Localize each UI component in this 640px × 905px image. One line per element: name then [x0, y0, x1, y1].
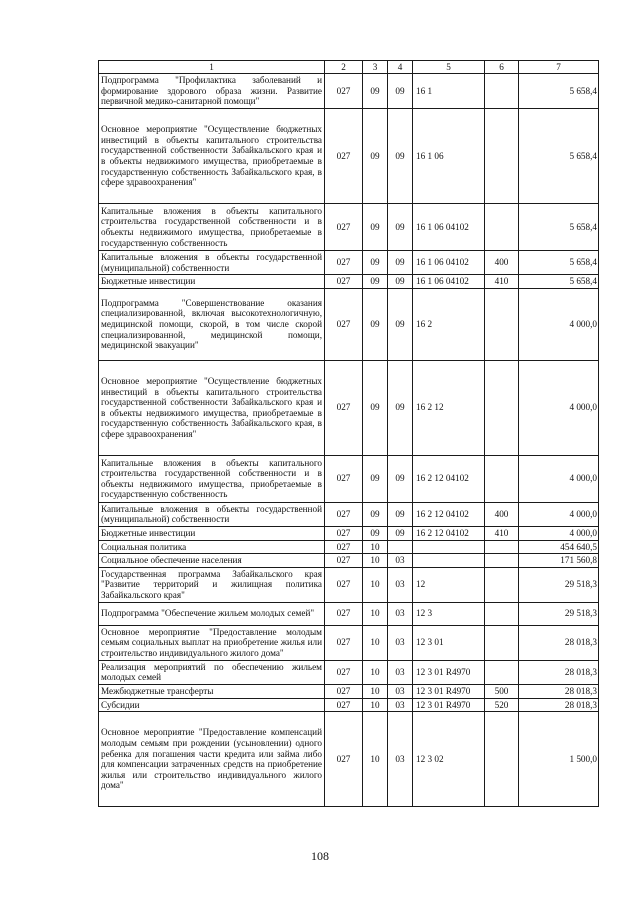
row-amount: 28 018,3 [519, 660, 599, 684]
row-target-article: 12 3 02 [413, 712, 485, 807]
row-target-article: 16 2 [413, 288, 485, 360]
row-subsection: 03 [388, 567, 413, 602]
row-subsection: 09 [388, 275, 413, 289]
row-expense-type [485, 288, 519, 360]
row-target-article: 16 2 12 04102 [413, 526, 485, 540]
row-subsection: 03 [388, 712, 413, 807]
row-section: 09 [363, 109, 388, 204]
row-subsection: 09 [388, 74, 413, 109]
row-name: Межбюджетные трансферты [99, 684, 325, 698]
table-row [99, 698, 599, 712]
table-row [99, 684, 599, 698]
row-section: 10 [363, 567, 388, 602]
row-expense-type [485, 567, 519, 602]
row-target-article: 16 2 12 [413, 360, 485, 455]
column-header: 5 [413, 61, 485, 74]
row-amount: 5 658,4 [519, 109, 599, 204]
table-row [99, 502, 599, 526]
row-amount: 171 560,8 [519, 554, 599, 568]
row-expense-type [485, 712, 519, 807]
row-subsection [388, 540, 413, 554]
row-expense-type [485, 554, 519, 568]
row-name: Капитальные вложения в объекты капитального строительства государственной собственности и в объекты недвижимого имущества, приобретаемые в государственную собственность [99, 204, 325, 251]
row-target-article: 12 3 01 R4970 [413, 684, 485, 698]
row-section: 09 [363, 455, 388, 502]
row-section: 10 [363, 698, 388, 712]
row-admin-code: 027 [325, 660, 363, 684]
row-expense-type: 520 [485, 698, 519, 712]
row-amount: 29 518,3 [519, 602, 599, 625]
table-row [99, 625, 599, 660]
row-admin-code: 027 [325, 712, 363, 807]
row-expense-type [485, 540, 519, 554]
row-name: Бюджетные инвестиции [99, 275, 325, 289]
row-target-article: 12 3 01 [413, 625, 485, 660]
row-admin-code: 027 [325, 526, 363, 540]
row-admin-code: 027 [325, 109, 363, 204]
table-row [99, 554, 599, 568]
row-section: 10 [363, 684, 388, 698]
row-name: Подпрограмма "Совершенствование оказания специализированной, включая высокотехнологичную, медицинской помощи, скорой, в том числе скорой специализированной, медицинской помощи, медицинской эвакуации" [99, 288, 325, 360]
row-name: Социальная политика [99, 540, 325, 554]
row-amount: 29 518,3 [519, 567, 599, 602]
row-expense-type [485, 109, 519, 204]
column-header: 3 [363, 61, 388, 74]
row-subsection: 09 [388, 502, 413, 526]
table-row [99, 204, 599, 251]
row-target-article: 12 3 01 R4970 [413, 660, 485, 684]
row-admin-code: 027 [325, 554, 363, 568]
table-row [99, 540, 599, 554]
row-name: Социальное обеспечение населения [99, 554, 325, 568]
row-amount: 4 000,0 [519, 502, 599, 526]
table-header [99, 61, 599, 74]
row-section: 10 [363, 540, 388, 554]
row-admin-code: 027 [325, 251, 363, 275]
row-section: 10 [363, 602, 388, 625]
row-admin-code: 027 [325, 540, 363, 554]
table-row [99, 602, 599, 625]
row-admin-code: 027 [325, 360, 363, 455]
row-admin-code: 027 [325, 74, 363, 109]
table-row [99, 109, 599, 204]
row-name: Субсидии [99, 698, 325, 712]
row-target-article: 12 3 01 R4970 [413, 698, 485, 712]
row-admin-code: 027 [325, 567, 363, 602]
row-section: 09 [363, 526, 388, 540]
row-subsection: 09 [388, 251, 413, 275]
row-subsection: 09 [388, 360, 413, 455]
row-section: 09 [363, 251, 388, 275]
row-expense-type: 400 [485, 502, 519, 526]
row-expense-type: 500 [485, 684, 519, 698]
table-row [99, 288, 599, 360]
table-row [99, 660, 599, 684]
row-subsection: 03 [388, 625, 413, 660]
row-admin-code: 027 [325, 204, 363, 251]
table-row [99, 526, 599, 540]
row-name: Подпрограмма "Обеспечение жильем молодых семей" [99, 602, 325, 625]
row-name: Основное мероприятие "Предоставление компенсаций молодым семьям при рождении (усыновлении) одного ребенка для погашения части кредита или займа либо для компенсации затраченных средств на приобретение жилья или строительство индивидуального жилого дома" [99, 712, 325, 807]
row-target-article: 16 1 06 04102 [413, 204, 485, 251]
row-expense-type [485, 625, 519, 660]
table-row [99, 455, 599, 502]
row-subsection: 03 [388, 602, 413, 625]
row-target-article: 12 [413, 567, 485, 602]
row-section: 10 [363, 625, 388, 660]
row-name: Капитальные вложения в объекты государственной (муниципальной) собственности [99, 502, 325, 526]
row-amount: 4 000,0 [519, 526, 599, 540]
row-expense-type: 410 [485, 275, 519, 289]
row-subsection: 03 [388, 698, 413, 712]
row-section: 10 [363, 554, 388, 568]
row-name: Капитальные вложения в объекты капитального строительства государственной собственности и в объекты недвижимого имущества, приобретаемые в государственную собственность [99, 455, 325, 502]
row-amount: 5 658,4 [519, 275, 599, 289]
row-target-article: 16 1 06 04102 [413, 275, 485, 289]
row-target-article: 16 1 06 [413, 109, 485, 204]
header-row [99, 61, 599, 74]
row-expense-type: 400 [485, 251, 519, 275]
row-expense-type [485, 360, 519, 455]
row-subsection: 09 [388, 109, 413, 204]
table-row [99, 360, 599, 455]
row-name: Государственная программа Забайкальского края "Развитие территорий и жилищная политика Забайкальского края" [99, 567, 325, 602]
row-target-article [413, 554, 485, 568]
table-row [99, 567, 599, 602]
row-target-article: 12 3 [413, 602, 485, 625]
column-header: 1 [99, 61, 325, 74]
table-row [99, 275, 599, 289]
row-name: Бюджетные инвестиции [99, 526, 325, 540]
table-row [99, 251, 599, 275]
row-admin-code: 027 [325, 502, 363, 526]
row-expense-type [485, 74, 519, 109]
row-admin-code: 027 [325, 288, 363, 360]
column-header: 2 [325, 61, 363, 74]
page-number: 108 [311, 849, 329, 863]
table-body [99, 74, 599, 807]
row-target-article: 16 2 12 04102 [413, 455, 485, 502]
row-admin-code: 027 [325, 275, 363, 289]
row-subsection: 09 [388, 288, 413, 360]
row-name: Капитальные вложения в объекты государственной (муниципальной) собственности [99, 251, 325, 275]
row-section: 09 [363, 74, 388, 109]
row-subsection: 09 [388, 455, 413, 502]
row-section: 10 [363, 712, 388, 807]
row-subsection: 03 [388, 660, 413, 684]
row-target-article: 16 1 [413, 74, 485, 109]
row-admin-code: 027 [325, 684, 363, 698]
row-target-article [413, 540, 485, 554]
row-subsection: 03 [388, 684, 413, 698]
table-row [99, 712, 599, 807]
column-header: 6 [485, 61, 519, 74]
row-amount: 28 018,3 [519, 625, 599, 660]
row-amount: 28 018,3 [519, 684, 599, 698]
row-admin-code: 027 [325, 602, 363, 625]
row-amount: 454 640,5 [519, 540, 599, 554]
row-amount: 5 658,4 [519, 251, 599, 275]
column-header: 7 [519, 61, 599, 74]
row-section: 09 [363, 275, 388, 289]
row-amount: 5 658,4 [519, 74, 599, 109]
row-expense-type [485, 455, 519, 502]
row-section: 09 [363, 502, 388, 526]
row-amount: 5 658,4 [519, 204, 599, 251]
row-amount: 1 500,0 [519, 712, 599, 807]
row-amount: 4 000,0 [519, 288, 599, 360]
row-section: 10 [363, 660, 388, 684]
row-section: 09 [363, 288, 388, 360]
column-header: 4 [388, 61, 413, 74]
row-section: 09 [363, 360, 388, 455]
table-row [99, 74, 599, 109]
row-amount: 4 000,0 [519, 360, 599, 455]
row-amount: 28 018,3 [519, 698, 599, 712]
row-name: Подпрограмма "Профилактика заболеваний и формирование здорового образа жизни. Развитие первичной медико-санитарной помощи" [99, 74, 325, 109]
budget-table [98, 60, 599, 807]
row-subsection: 09 [388, 526, 413, 540]
row-expense-type: 410 [485, 526, 519, 540]
row-section: 09 [363, 204, 388, 251]
row-name: Основное мероприятие "Осуществление бюджетных инвестиций в объекты капитального строительства государственной собственности Забайкальского края и в объекты недвижимого имущества, приобретаемые в государственную собственность Забайкальского края, в сфере здравоохранения" [99, 360, 325, 455]
row-expense-type [485, 660, 519, 684]
row-name: Основное мероприятие "Осуществление бюджетных инвестиций в объекты капитального строительства государственной собственности Забайкальского края и в объекты недвижимого имущества, приобретаемые в государственную собственность Забайкальского края, в сфере здравоохранения" [99, 109, 325, 204]
row-target-article: 16 1 06 04102 [413, 251, 485, 275]
row-amount: 4 000,0 [519, 455, 599, 502]
row-subsection: 03 [388, 554, 413, 568]
row-expense-type [485, 204, 519, 251]
row-admin-code: 027 [325, 698, 363, 712]
row-target-article: 16 2 12 04102 [413, 502, 485, 526]
row-name: Реализация мероприятий по обеспечению жильем молодых семей [99, 660, 325, 684]
row-subsection: 09 [388, 204, 413, 251]
row-admin-code: 027 [325, 625, 363, 660]
row-expense-type [485, 602, 519, 625]
row-admin-code: 027 [325, 455, 363, 502]
row-name: Основное мероприятие "Предоставление молодым семьям социальных выплат на приобретение жилья или строительство индивидуального жилого дома" [99, 625, 325, 660]
